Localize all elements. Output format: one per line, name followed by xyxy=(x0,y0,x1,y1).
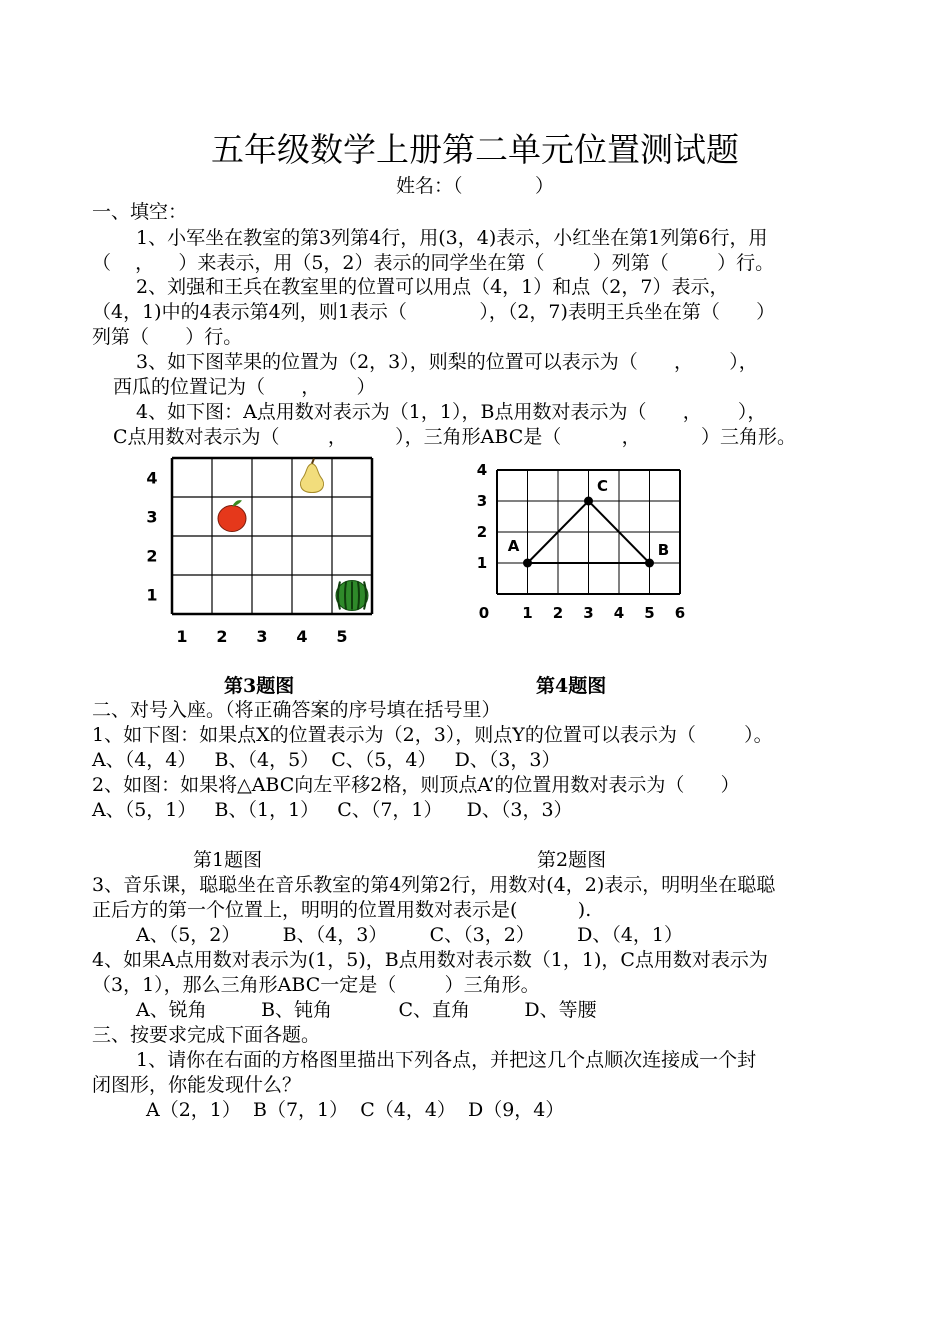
point-a xyxy=(523,559,532,568)
apple-icon xyxy=(218,500,246,531)
point-c xyxy=(584,497,593,506)
s1-line-4: （4，1)中的4表示第4列，则1表示（ ），（2，7)表明王兵坐在第（ ） xyxy=(92,301,776,323)
x-tick-label: 5 xyxy=(336,627,348,646)
apple-body xyxy=(218,506,246,532)
s2-q4: 4、如果A点用数对表示为(1，5)，B点用数对表示数（1，1)，C点用数对表示为 xyxy=(92,949,768,971)
s2-q2: 2、如图：如果将△ABC向左平移2格，则顶点A’的位置用数对表示为（ ） xyxy=(92,774,740,796)
figure3-grid xyxy=(140,450,400,650)
s3-points: A（2，1） B（7，1） C（4，4） D（9，4） xyxy=(146,1099,565,1121)
s1-line-3: 2、刘强和王兵在教室里的位置可以用点（4，1）和点（2，7）表示， xyxy=(136,276,729,298)
s2-q4-cont: （3，1），那么三角形ABC一定是（ ）三角形。 xyxy=(92,974,540,996)
pear-icon xyxy=(300,459,323,493)
s1-line-9: C点用数对表示为（ ， ），三角形ABC是（ ， ）三角形。 xyxy=(113,426,797,448)
x-tick-label: 3 xyxy=(583,604,594,622)
x-tick-label: 2 xyxy=(216,627,228,646)
y-tick-label: 1 xyxy=(146,585,158,605)
x-tick-label: 4 xyxy=(613,604,625,622)
figure4-grid xyxy=(466,450,706,630)
x-tick-label: 4 xyxy=(296,627,308,646)
name-line-text: 姓名：（ ） xyxy=(396,175,554,197)
s2-q3-options: A、（5，2） B、（4，3） C、（3，2） D、（4，1） xyxy=(136,924,683,946)
s2-q4-options: A、锐角 B、钝角 C、直角 D、等腰 xyxy=(136,999,597,1021)
watermelon-icon xyxy=(336,581,368,611)
s1-line-2: （ ， ）来表示，用（5，2）表示的同学坐在第（ ）列第（ ）行。 xyxy=(92,252,775,274)
y-tick-label: 4 xyxy=(146,468,158,488)
y-tick-label: 1 xyxy=(476,554,488,572)
fig2-caption: 第2题图 xyxy=(537,849,607,871)
apple-leaf xyxy=(232,500,242,506)
y-tick-label: 3 xyxy=(146,507,158,527)
s1-line-8: 4、如下图：A点用数对表示为（1，1），B点用数对表示为（ ， ）， xyxy=(136,401,767,423)
s1-line-6: 3、如下图苹果的位置为（2，3），则梨的位置可以表示为（ ， ）， xyxy=(136,351,758,373)
point-label: B xyxy=(657,541,670,559)
figure3-caption: 第3题图 xyxy=(224,675,295,697)
x-tick-label: 1 xyxy=(522,604,533,622)
x-tick-label: 1 xyxy=(176,627,188,646)
x-tick-label: 0 xyxy=(478,604,490,622)
watermelon-stripe xyxy=(345,582,346,610)
page-title: 五年级数学上册第二单元位置测试题 xyxy=(211,130,739,169)
point-label: C xyxy=(596,477,609,495)
s2-q2-options: A、（5，1） B、（1，1） C、（7，1） D、（3，3） xyxy=(92,799,573,821)
point-label: A xyxy=(507,537,520,555)
section3-heading: 三、按要求完成下面各题。 xyxy=(92,1024,321,1046)
x-tick-label: 2 xyxy=(552,604,564,622)
y-tick-label: 3 xyxy=(476,492,488,510)
x-tick-label: 6 xyxy=(674,604,686,622)
pear-body xyxy=(300,464,323,493)
point-b xyxy=(645,559,654,568)
name-line xyxy=(0,174,950,198)
x-tick-label: 3 xyxy=(256,627,268,646)
y-tick-label: 4 xyxy=(476,461,488,479)
section2-heading: 二、对号入座。（将正确答案的序号填在括号里） xyxy=(92,699,501,721)
s2-q1: 1、如下图：如果点X的位置表示为（2，3），则点Y的位置可以表示为（ ）。 xyxy=(92,724,773,746)
fig1-caption: 第1题图 xyxy=(193,849,263,871)
s1-line-1: 1、小军坐在教室的第3列第4行，用(3，4)表示，小红坐在第1列第6行，用 xyxy=(136,227,768,249)
s2-q3-cont: 正后方的第一个位置上，明明的位置用数对表示是( ). xyxy=(92,899,592,921)
s2-q3: 3、音乐课，聪聪坐在音乐教室的第4列第2行，用数对(4，2)表示，明明坐在聪聪 xyxy=(92,874,776,896)
s1-line-5: 列第（ ）行。 xyxy=(92,326,243,348)
s3-q1-cont: 闭图形，你能发现什么？ xyxy=(92,1074,302,1096)
x-tick-label: 5 xyxy=(644,604,655,622)
figure4-caption: 第4题图 xyxy=(536,675,607,697)
y-tick-label: 2 xyxy=(146,546,158,566)
s1-line-7: 西瓜的位置记为（ ， ） xyxy=(113,376,376,398)
s3-q1: 1、请你在右面的方格图里描出下列各点，并把这几个点顺次连接成一个封 xyxy=(136,1049,757,1071)
y-tick-label: 2 xyxy=(476,523,488,541)
watermelon-stripe xyxy=(358,582,359,610)
section1-heading: 一、填空： xyxy=(92,201,188,223)
s2-q1-options: A、（4，4） B、（4，5） C、（5，4） D、（3，3） xyxy=(92,749,561,771)
